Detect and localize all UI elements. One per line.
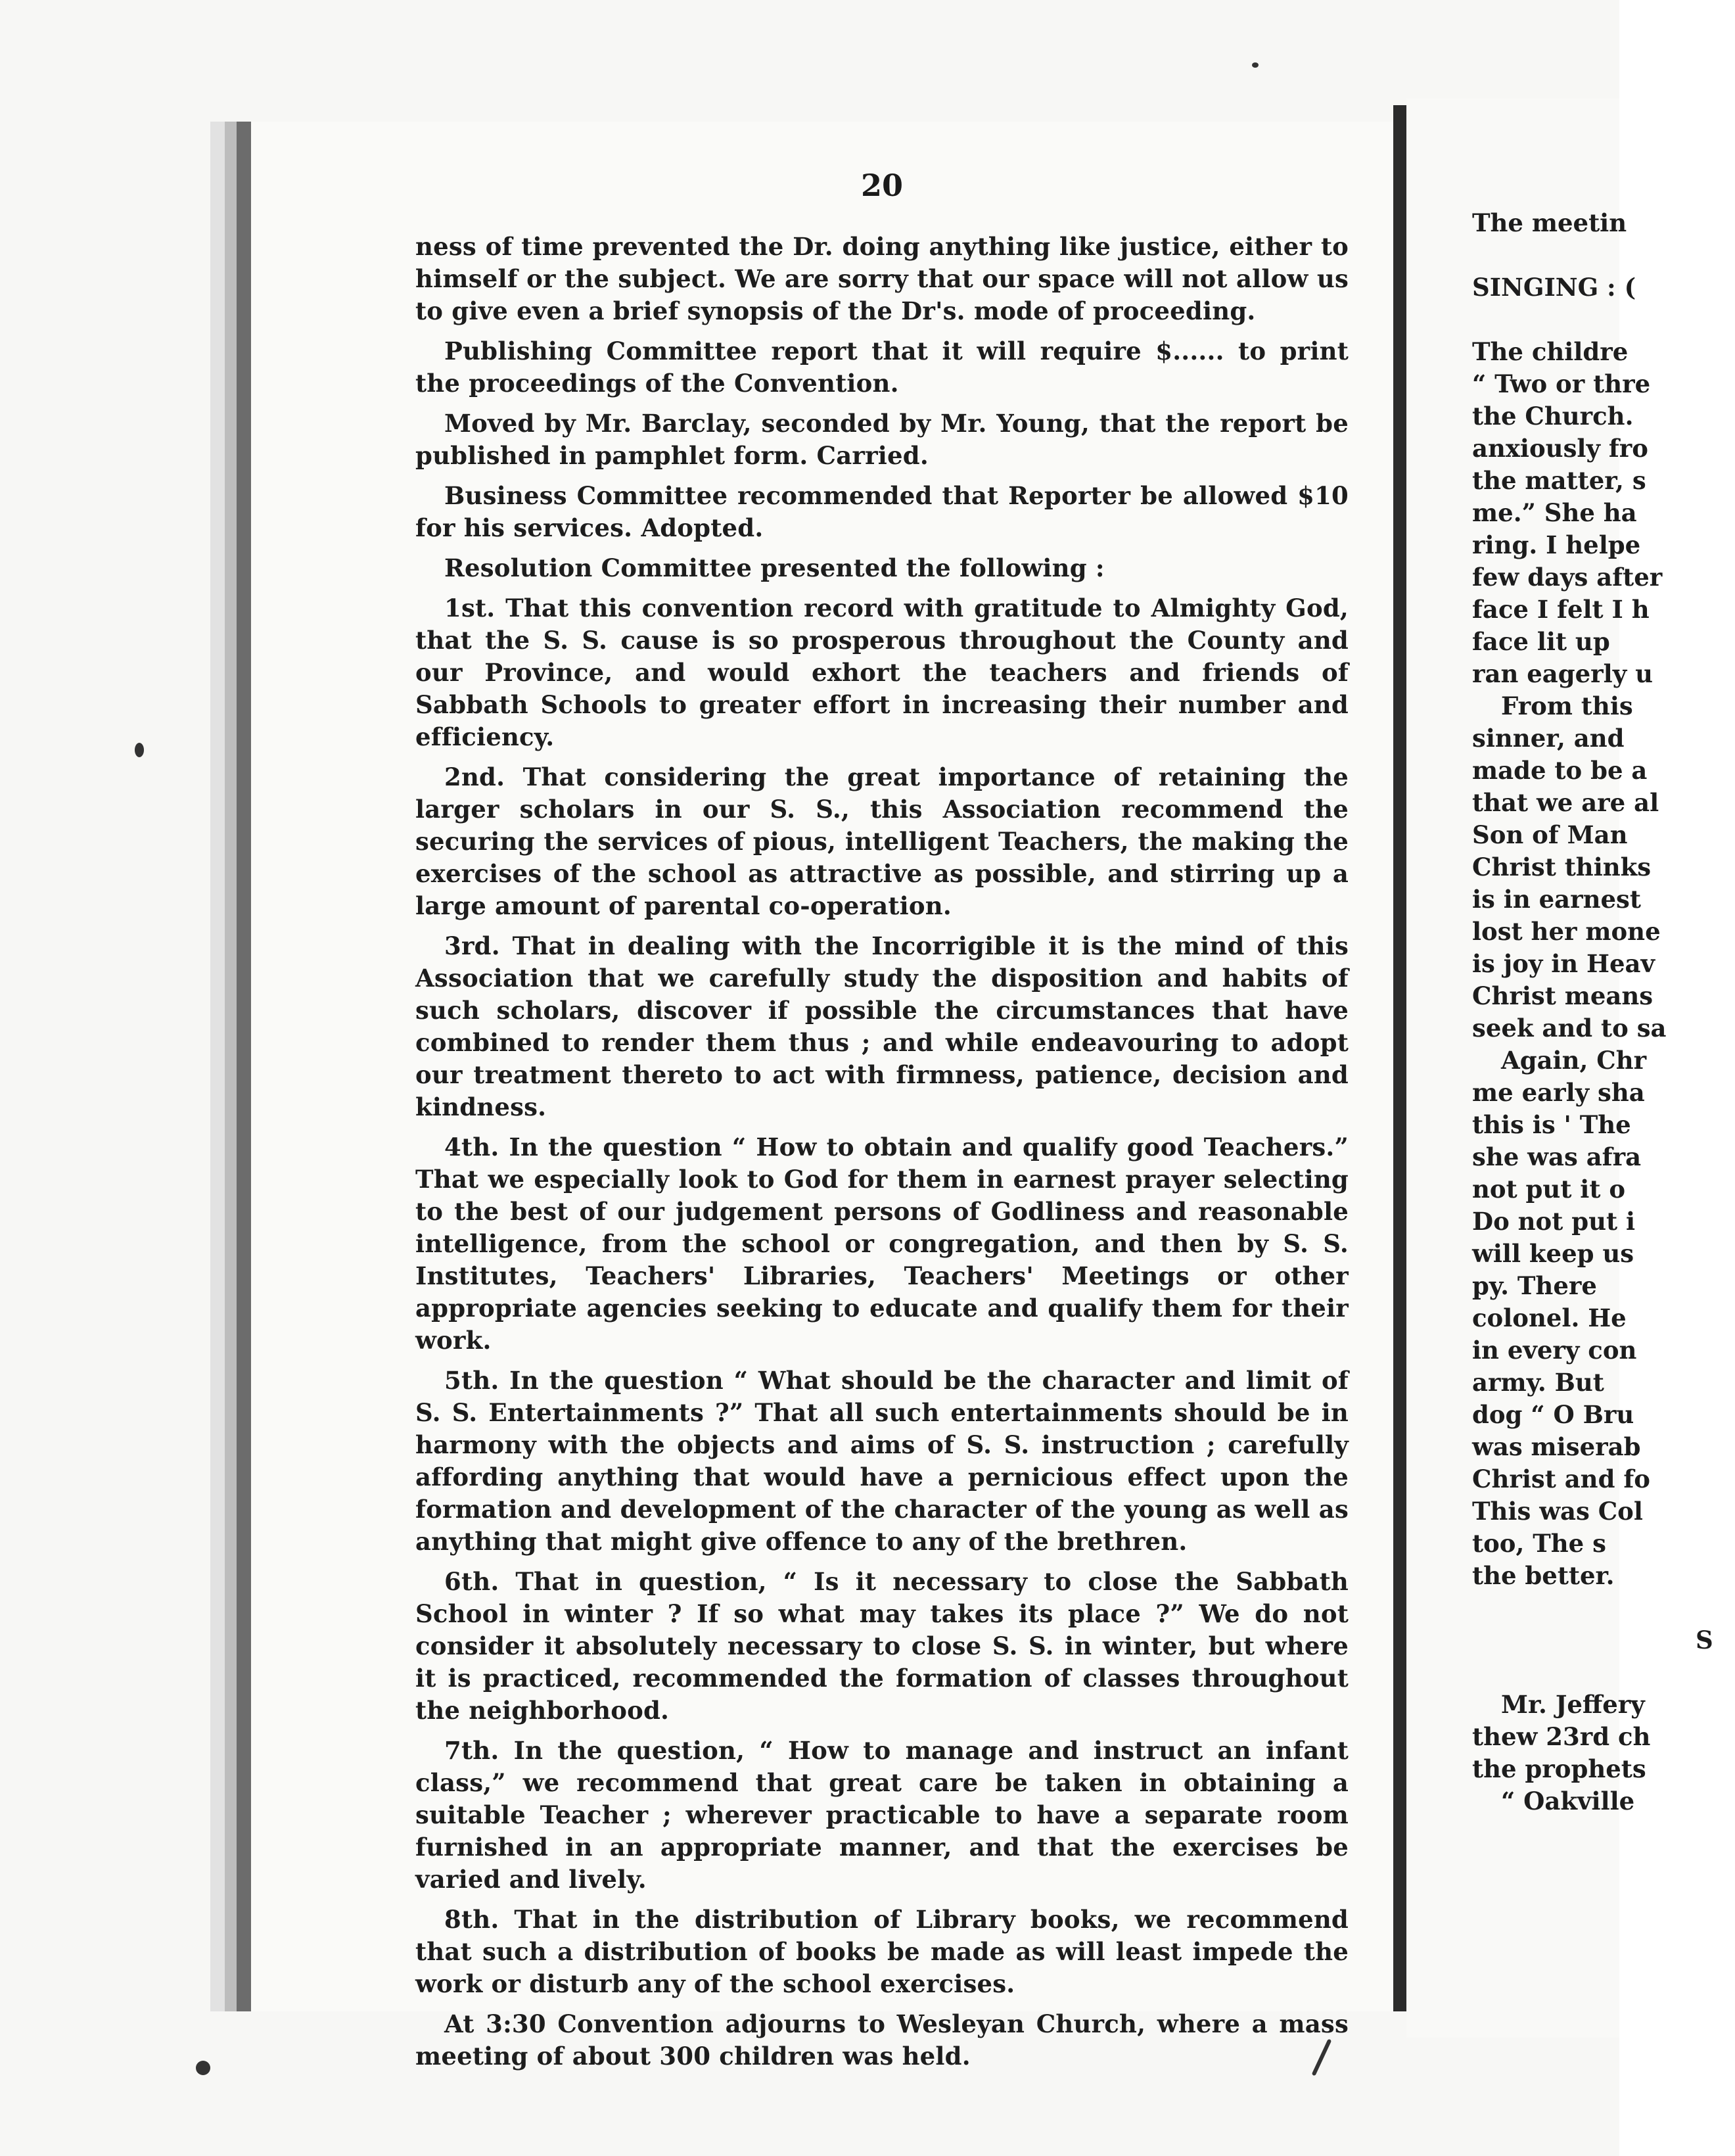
right-page-line: S	[1696, 1626, 1713, 1654]
right-page-line: me.” She ha	[1472, 498, 1637, 527]
right-page-line: lost her mone	[1472, 917, 1661, 946]
right-page-spacer	[1472, 1592, 1735, 1624]
right-page-line: was miserab	[1472, 1432, 1641, 1461]
right-page-line: colonel. He	[1472, 1303, 1627, 1332]
paragraph: Resolution Committee presented the following :	[444, 553, 1105, 582]
right-page-line: is in earnest	[1472, 885, 1641, 914]
right-page-line: will keep us	[1472, 1239, 1634, 1268]
scan-speck	[196, 2061, 210, 2075]
paragraph: 5th. In the question “ What should be the character and limit of S. S. Entertainments ?” That all such entertainments should be in harmony with the objects and aims of S. S. instruction ; carefully affording anything that would have a pernicious effect upon the formation and development of the character of the young as well as anything that might give offence to any of the brethren.	[415, 1366, 1349, 1556]
right-page-line: is joy in Heav	[1472, 949, 1655, 978]
right-page-line: The childre	[1472, 337, 1629, 366]
right-page-line: the matter, s	[1472, 466, 1646, 495]
paragraph: ness of time prevented the Dr. doing anything like justice, either to himself or the subject. We are sorry that our space will not allow us to give even a brief synopsis of the Dr's. mode of proceeding.	[415, 232, 1349, 325]
paragraph: 1st. That this convention record with gratitude to Almighty God, that the S. S. cause is so prosperous throughout the County and our Province, and would exhort the teachers and friends of Sabbath Schools to greater effort in increasing their number and efficiency.	[415, 594, 1349, 751]
paragraph: 3rd. That in dealing with the Incorrigible it is the mind of this Association that we carefully study the disposition and habits of such scholars, discover if possible the circumstances that have combined to render them thus ; and while endeavouring to adopt our treatment thereto to act with firmness, patience, decision and kindness.	[415, 931, 1349, 1121]
right-page-line: me early sha	[1472, 1078, 1645, 1107]
page-gutter	[1393, 105, 1406, 2011]
right-page-line: anxiously fro	[1472, 434, 1648, 463]
right-page-line: that we are al	[1472, 788, 1659, 817]
scan-speck	[1252, 62, 1259, 68]
right-page-line: Son of Man	[1472, 820, 1628, 849]
right-page-line: army. But	[1472, 1368, 1604, 1397]
paragraph: 8th. That in the distribution of Library books, we recommend that such a distribution of books be made as will least impede the work or disturb any of the school exercises.	[415, 1905, 1349, 1998]
right-page-spacer	[1472, 304, 1735, 336]
right-page-line: too, The s	[1472, 1529, 1606, 1558]
right-page-line: “ Two or thre	[1472, 369, 1651, 398]
right-page-line: “ Oakville	[1501, 1787, 1635, 1816]
left-page	[237, 122, 1408, 2071]
paragraph: Business Committee recommended that Reporter be allowed $10 for his services. Adopted.	[415, 481, 1349, 542]
right-page-line: she was afra	[1472, 1142, 1642, 1171]
paragraph: Moved by Mr. Barclay, seconded by Mr. Young, that the report be published in pamphlet form. Carried.	[415, 409, 1349, 470]
right-page-fragment	[1406, 99, 1713, 2038]
left-page-text	[415, 168, 1349, 2080]
paragraph: 7th. In the question, “ How to manage and instruct an infant class,” we recommend that great care be taken in obtaining a suitable Teacher ; wherever practicable to have a separate room furnished in an appropriate manner, and that the exercises be varied and lively.	[415, 1736, 1349, 1894]
right-page-line: sinner, and	[1472, 724, 1625, 753]
right-page-line: Do not put i	[1472, 1207, 1635, 1236]
right-page-line: face lit up	[1472, 627, 1610, 656]
right-page-line: seek and to sa	[1472, 1014, 1667, 1043]
right-page-line: face I felt I h	[1472, 595, 1650, 624]
right-page-line: in every con	[1472, 1336, 1637, 1365]
right-page-text	[1472, 207, 1735, 1817]
right-page-line: ran eagerly u	[1472, 659, 1654, 688]
right-page-line: Christ means	[1472, 981, 1654, 1010]
right-page-line: Christ and fo	[1472, 1465, 1650, 1493]
right-page-spacer	[1472, 239, 1735, 271]
right-page-line: ring. I helpe	[1472, 530, 1641, 559]
page-number: 20	[860, 168, 903, 203]
right-page-line: Again, Chr	[1501, 1046, 1647, 1075]
right-page-line: few days after	[1472, 563, 1663, 592]
right-page-spacer	[1472, 1656, 1735, 1689]
paragraph: Publishing Committee report that it will require $...... to print the proceedings of the Convention.	[415, 337, 1349, 398]
scan-speck	[135, 743, 144, 757]
paragraph: At 3:30 Convention adjourns to Wesleyan Church, where a mass meeting of about 300 children was held.	[415, 2009, 1349, 2071]
right-page-line: SINGING : (	[1472, 273, 1636, 302]
right-page-line: dog “ O Bru	[1472, 1400, 1634, 1429]
paragraph: 6th. That in question, “ Is it necessary to close the Sabbath School in winter ? If so what may takes its place ?” We do not consider it absolutely necessary to close S. S. in winter, but where it is practiced, recommended the formation of classes throughout the neighborhood.	[415, 1567, 1349, 1725]
right-page-line: not put it o	[1472, 1175, 1626, 1204]
right-page-line: the Church.	[1472, 402, 1634, 431]
right-page-line: This was Col	[1472, 1497, 1643, 1526]
right-page-line: made to be a	[1472, 756, 1648, 785]
right-page-line: The meetin	[1472, 208, 1627, 237]
right-page-line: Mr. Jeffery	[1501, 1690, 1645, 1719]
right-page-line: the prophets	[1472, 1754, 1646, 1783]
paragraph: 2nd. That considering the great importance of retaining the larger scholars in our S. S., this Association recommend the securing the services of pious, intelligent Teachers, the making the exercises of the school as attractive as possible, and stirring up a large amount of parental co-operation.	[415, 762, 1349, 920]
right-page-line: From this	[1501, 691, 1633, 720]
right-page-line: the better.	[1472, 1561, 1615, 1590]
right-page-line: this is ' The	[1472, 1110, 1631, 1139]
right-page-line: py. There	[1472, 1271, 1597, 1300]
paragraph: 4th. In the question “ How to obtain and qualify good Teachers.” That we especially look to God for them in earnest prayer selecting to the best of our judgement persons of Godliness and reasonable intelligence, from the school or congregation, and then by S. S. Institutes, Teachers' Libraries, Teachers' Meetings or other appropriate agencies seeking to educate and qualify them for their work.	[415, 1133, 1349, 1355]
right-page-line: thew 23rd ch	[1472, 1722, 1651, 1751]
right-page-line: Christ thinks	[1472, 853, 1652, 881]
